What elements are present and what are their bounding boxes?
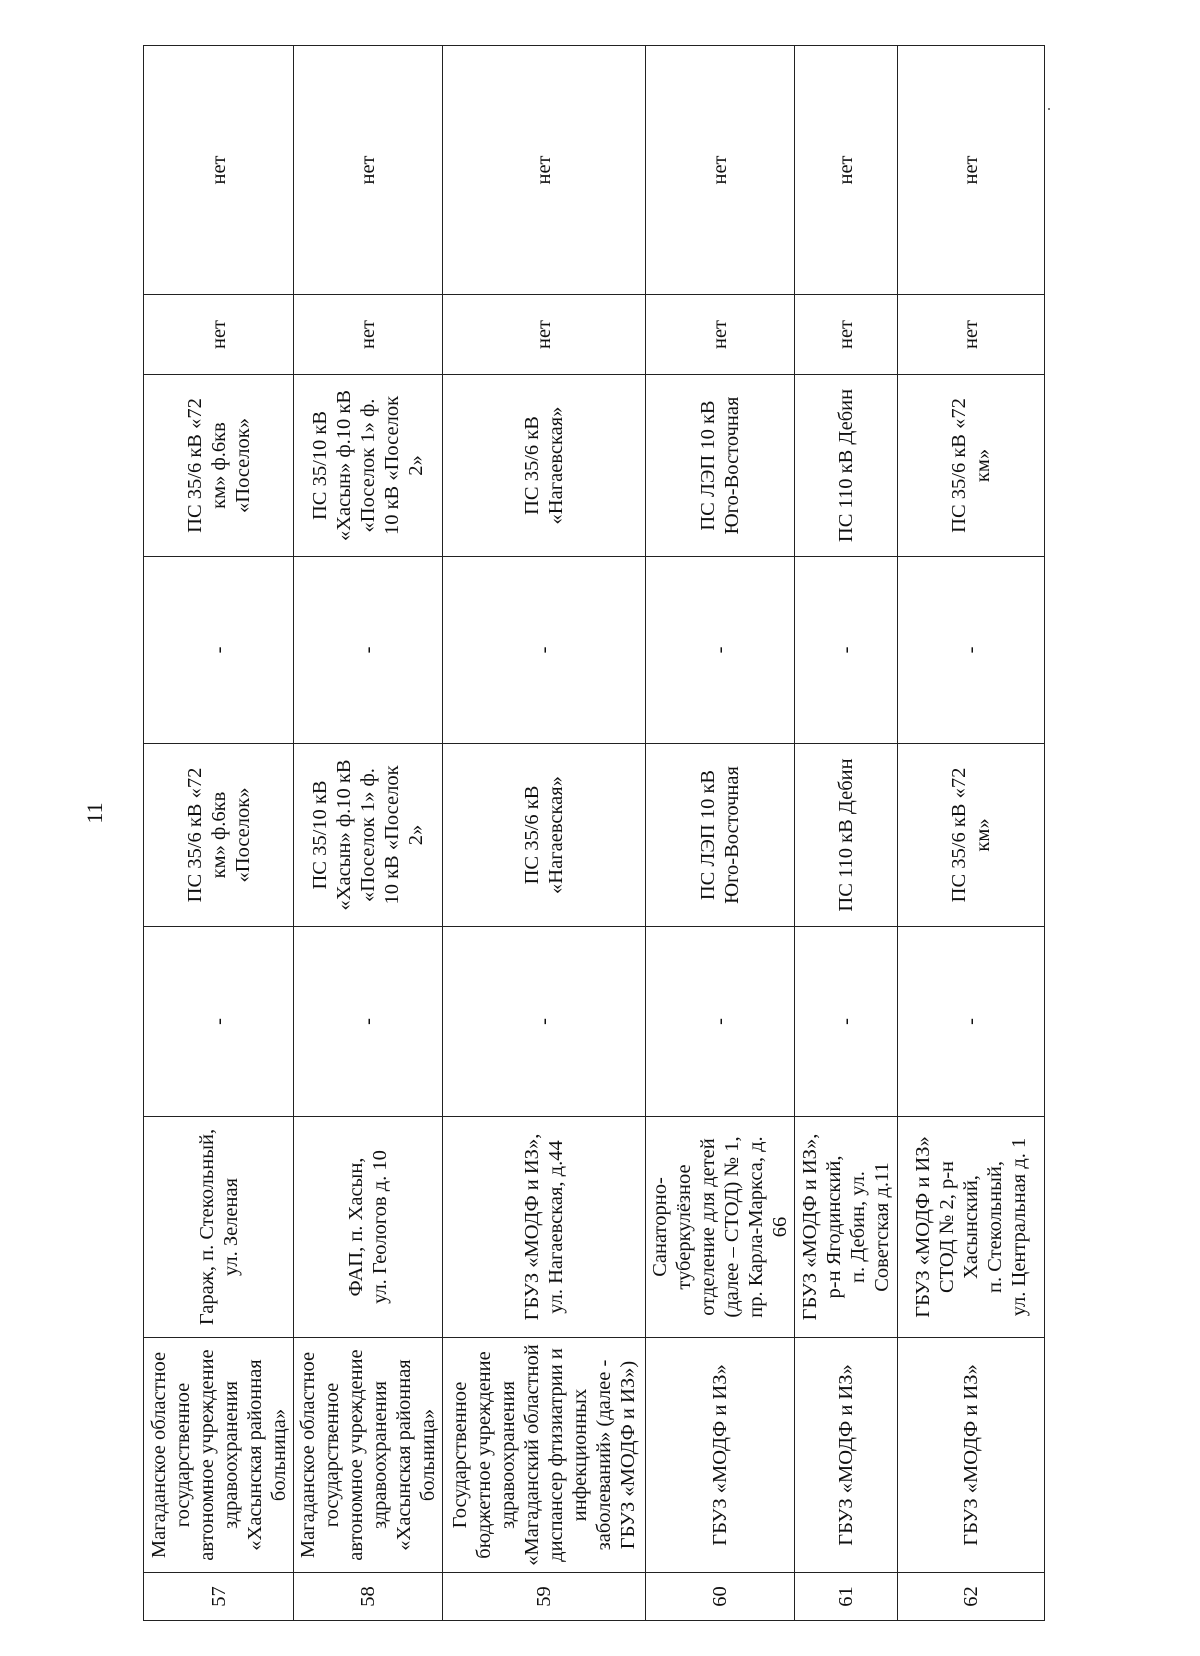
table-body: [144, 46, 1045, 1621]
row-number-cell: 59: [443, 1573, 646, 1621]
cell-line: п. Дебин, ул.: [847, 1171, 869, 1283]
cell-line: ПС 35/6 кВ «72: [948, 767, 970, 903]
column-4-cell: -: [294, 927, 443, 1117]
cell-line: автономное учреждение: [345, 1349, 367, 1561]
power-source-alt-cell: [795, 375, 898, 557]
cell-line: ул. Геологов д. 10: [369, 1150, 391, 1304]
cell-line: ГБУЗ «МОДФ и ИЗ»: [912, 1136, 934, 1318]
cell-line: ГБУЗ «МОДФ и ИЗ»): [617, 1360, 639, 1550]
cell-line: «Поселок 1» ф.: [357, 768, 379, 902]
cell-line: ул. Зеленая: [219, 1177, 242, 1277]
document-sheet: [143, 46, 1032, 1621]
cell-line: «Поселок»: [231, 418, 254, 513]
page-number: 11: [82, 802, 107, 824]
column-6-cell: -: [898, 557, 1045, 744]
table-row: [294, 46, 443, 1621]
facilities-table: [143, 45, 1045, 1621]
cell-line: ул. Нагаевская, д.44: [545, 1140, 567, 1314]
object-address-cell: [795, 1117, 898, 1338]
cell-line: ПС 35/6 кВ «72: [183, 767, 206, 903]
column-9-cell: нет: [898, 46, 1045, 295]
column-4-cell: -: [144, 927, 294, 1117]
column-8-cell: нет: [898, 295, 1045, 375]
row-number-cell: 57: [144, 1573, 294, 1621]
cell-line: автономное учреждение: [195, 1349, 218, 1561]
column-9-cell: нет: [294, 46, 443, 295]
column-9-cell: нет: [795, 46, 898, 295]
power-source-cell: [646, 744, 795, 927]
cell-line: 10 кВ «Поселок: [381, 765, 403, 905]
object-address-cell: [294, 1117, 443, 1338]
cell-line: ПС 35/6 кВ: [521, 785, 543, 885]
cell-line: ПС 35/6 кВ «72: [948, 398, 970, 533]
cell-line: здравоохранения: [497, 1380, 519, 1530]
cell-line: «Нагаевская»: [545, 406, 567, 525]
power-source-alt-cell: [294, 375, 443, 557]
cell-line: р-н Ягодинский,: [823, 1155, 845, 1299]
organization-cell: [144, 1338, 294, 1573]
table-row: [795, 46, 898, 1621]
cell-line: СТОД № 2, р-н: [936, 1160, 958, 1294]
column-8-cell: нет: [144, 295, 294, 375]
cell-line: ПС 35/10 кВ: [309, 780, 331, 890]
object-address-cell: [144, 1117, 294, 1338]
cell-line: «Хасын» ф.10 кВ: [333, 389, 355, 542]
column-4-cell: -: [443, 927, 646, 1117]
cell-line: Юго-Восточная: [721, 396, 743, 535]
power-source-cell: [443, 744, 646, 927]
row-number-cell: 58: [294, 1573, 443, 1621]
cell-line: «Хасынская районная: [243, 1359, 266, 1551]
cell-line: Гараж, п. Стекольный,: [195, 1128, 218, 1326]
cell-line: км»: [972, 818, 994, 852]
cell-line: Санаторно-: [649, 1177, 671, 1277]
cell-line: инфекционных: [569, 1388, 591, 1522]
power-source-cell: [144, 744, 294, 927]
cell-line: больница»: [267, 1408, 290, 1502]
cell-line: ГБУЗ «МОДФ и ИЗ»: [709, 1364, 731, 1546]
column-6-cell: -: [144, 557, 294, 744]
column-6-cell: -: [443, 557, 646, 744]
cell-line: п. Стекольный,: [984, 1161, 1006, 1293]
cell-line: (далее – СТОД) № 1,: [721, 1136, 743, 1318]
cell-line: туберкулёзное: [673, 1164, 695, 1290]
column-8-cell: нет: [795, 295, 898, 375]
cell-line: ФАП, п. Хасын,: [345, 1157, 367, 1297]
power-source-cell: [898, 744, 1045, 927]
cell-line: ПС 110 кВ Дебин: [835, 388, 857, 543]
cell-line: здравоохранения: [219, 1380, 242, 1530]
column-4-cell: -: [898, 927, 1045, 1117]
table-row: [646, 46, 795, 1621]
column-6-cell: -: [795, 557, 898, 744]
cell-line: 66: [769, 1216, 791, 1238]
cell-line: ПС 35/6 кВ: [521, 416, 543, 515]
row-number-cell: 60: [646, 1573, 795, 1621]
column-9-cell: нет: [646, 46, 795, 295]
cell-line: Магаданское областное: [147, 1351, 170, 1559]
row-number-cell: 61: [795, 1573, 898, 1621]
cell-line: больница»: [417, 1408, 439, 1502]
cell-line: пр. Карла-Маркса, д.: [745, 1136, 767, 1318]
cell-line: «Хасын» ф.10 кВ: [333, 759, 355, 911]
organization-cell: [898, 1338, 1045, 1573]
cell-line: «Магаданский областной: [521, 1344, 543, 1566]
cell-line: ул. Центральная д. 1: [1008, 1137, 1030, 1317]
column-4-cell: -: [646, 927, 795, 1117]
column-6-cell: -: [646, 557, 795, 744]
cell-line: км» ф.6кв: [207, 422, 230, 509]
cell-line: «Хасынская районная: [393, 1359, 415, 1551]
cell-line: ПС ЛЭП 10 кВ: [697, 769, 719, 901]
power-source-alt-cell: [443, 375, 646, 557]
cell-line: «Поселок 1» ф.: [357, 398, 379, 533]
column-8-cell: нет: [443, 295, 646, 375]
power-source-alt-cell: [144, 375, 294, 557]
column-9-cell: нет: [443, 46, 646, 295]
table-row: [443, 46, 646, 1621]
power-source-alt-cell: [646, 375, 795, 557]
column-6-cell: -: [294, 557, 443, 744]
cell-line: ПС 35/10 кВ: [309, 410, 331, 521]
cell-line: ГБУЗ «МОДФ и ИЗ»,: [521, 1133, 543, 1321]
power-source-cell: [795, 744, 898, 927]
organization-cell: [294, 1338, 443, 1573]
cell-line: Государственное: [449, 1381, 471, 1529]
cell-line: государственное: [171, 1382, 194, 1528]
cell-line: Хасынский,: [960, 1175, 982, 1279]
cell-line: ГБУЗ «МОДФ и ИЗ»: [960, 1364, 982, 1546]
cell-line: 10 кВ «Поселок: [381, 395, 403, 536]
cell-line: Магаданское областное: [297, 1351, 319, 1559]
cell-line: отделение для детей: [697, 1138, 719, 1316]
scan-speck: [1048, 108, 1050, 110]
cell-line: диспансер фтизиатрии и: [545, 1348, 567, 1562]
cell-line: ГБУЗ «МОДФ и ИЗ»,: [799, 1133, 821, 1321]
cell-line: Советская д.11: [871, 1162, 893, 1292]
cell-line: «Поселок»: [231, 787, 254, 883]
cell-line: ПС 35/6 кВ «72: [183, 398, 206, 533]
power-source-alt-cell: [898, 375, 1045, 557]
cell-line: ПС ЛЭП 10 кВ: [697, 400, 719, 531]
table-row: [898, 46, 1045, 1621]
column-4-cell: -: [795, 927, 898, 1117]
power-source-cell: [294, 744, 443, 927]
cell-line: Юго-Восточная: [721, 766, 743, 904]
row-number-cell: 62: [898, 1573, 1045, 1621]
cell-line: 2»: [405, 824, 427, 846]
cell-line: 2»: [405, 455, 427, 476]
object-address-cell: [646, 1117, 795, 1338]
organization-cell: [443, 1338, 646, 1573]
cell-line: «Нагаевская»: [545, 776, 567, 894]
cell-line: км»: [972, 448, 994, 483]
cell-line: здравоохранения: [369, 1380, 391, 1530]
column-8-cell: нет: [294, 295, 443, 375]
column-8-cell: нет: [646, 295, 795, 375]
table-row: [144, 46, 294, 1621]
cell-line: бюджетное учреждение: [473, 1351, 495, 1559]
cell-line: ПС 110 кВ Дебин: [835, 758, 857, 912]
cell-line: ГБУЗ «МОДФ и ИЗ»: [835, 1364, 857, 1546]
cell-line: государственное: [321, 1382, 343, 1528]
cell-line: км» ф.6кв: [207, 791, 230, 879]
column-9-cell: нет: [144, 46, 294, 295]
organization-cell: [646, 1338, 795, 1573]
object-address-cell: [443, 1117, 646, 1338]
organization-cell: [795, 1338, 898, 1573]
cell-line: заболеваний» (далее -: [593, 1359, 615, 1551]
object-address-cell: [898, 1117, 1045, 1338]
